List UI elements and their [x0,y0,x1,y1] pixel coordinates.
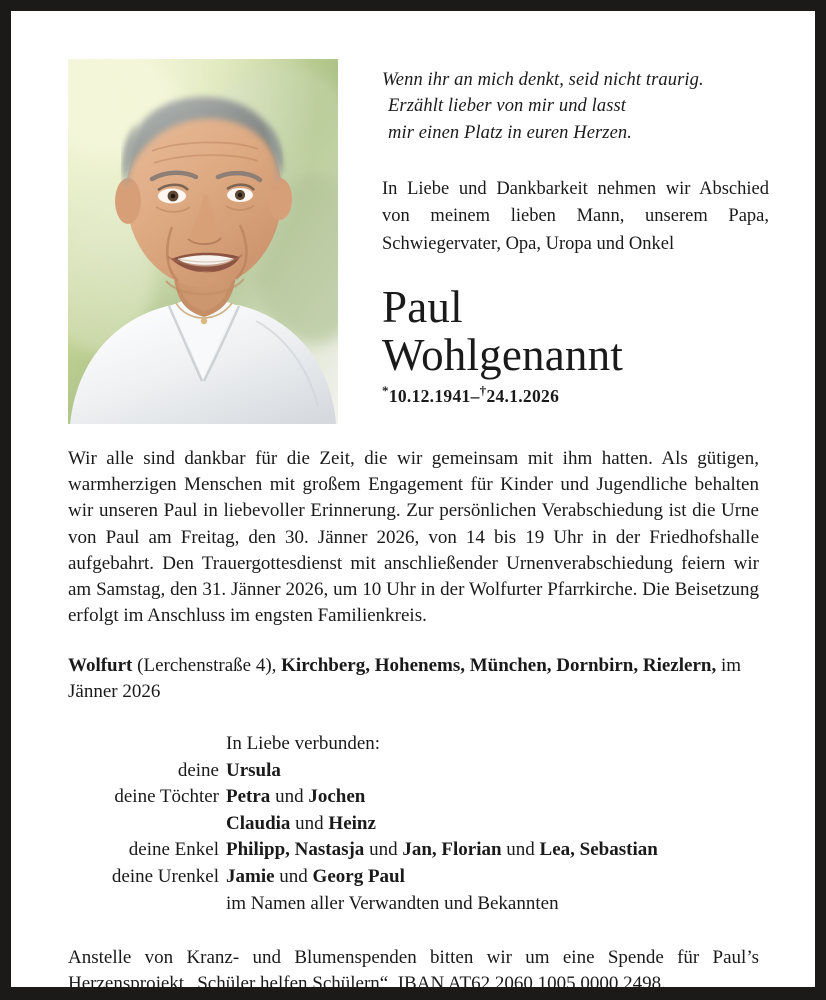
relation-names: Petra und Jochen [226,786,366,808]
deceased-name [382,281,769,380]
family-row [68,837,769,864]
date-separator: – [470,386,480,407]
verse-line-3: mir einen Platz in euren Herzen. [388,122,632,143]
places-date: im Jänner 2026 [68,654,742,702]
donation-note: Anstelle von Kranz- und Blumenspenden bitten wir um eine Spende für Paul’s Herzensprojekt „Schüler helfen Schülern“, IBAN AT62 2060 1005 0000 2498. [68,947,759,995]
relation-label: deine Töchter [114,786,219,808]
family-footer: im Namen aller Verwandten und Bekannten [226,892,559,914]
relation-names: Jamie und Georg Paul [226,865,405,887]
family-section [68,731,769,917]
family-heading: In Liebe verbunden: [226,732,381,754]
family-row [68,758,769,785]
verse-line-2: Erzählt lieber von mir und lasst [388,96,627,117]
family-heading-row [68,731,769,758]
place-primary: Wolfurt [68,654,133,676]
family-row [68,784,769,811]
last-name: Wohlgenannt [382,329,624,380]
obituary-sheet [11,11,815,995]
obituary-body: Wir alle sind dankbar für die Zeit, die wir gemeinsam mit ihm hatten. Als gütigen, warmherzigen Menschen mit großem Engagement für Kinder und Jugendliche behalten wir unseren Paul in liebevoller Erinnerung. Zur persönlichen Verabschiedung ist die Urne von Paul am Freitag, den 30. Jänner 2026, von 14 bis 19 Uhr in der Friedhofshalle aufgebahrt. Den Trauergottesdienst mit anschließender Urnenverabschiedung feiern wir am Samstag, den 31. Jänner 2026, um 10 Uhr in der Wolfurter Pfarrkirche. Die Beisetzung erfolgt im Anschluss im engsten Familienkreis. [68,448,759,627]
life-dates [382,383,769,407]
relation-label: deine Enkel [128,839,219,861]
family-row [68,864,769,891]
relation-names: Philipp, Nastasja und Jan, Florian und Lea, Sebastian [226,839,658,861]
relation-names: Claudia und Heinz [226,812,376,834]
memorial-verse [382,67,769,146]
header-section [68,59,769,424]
death-cross-icon: † [479,383,487,399]
relation-label: deine [177,759,219,781]
portrait-photo [68,59,338,424]
verse-line-1: Wenn ihr an mich denkt, seid nicht traurig. [382,70,704,90]
death-date: 24.1.2026 [486,386,560,407]
place-address: (Lerchenstraße 4), [132,654,282,676]
header-text-column [382,59,769,407]
farewell-intro: In Liebe und Dankbarkeit nehmen wir Abschied von meinem lieben Mann, unserem Papa, Schwiegervater, Opa, Uropa und Onkel [382,178,769,254]
places-line [68,653,769,705]
birth-date: 10.12.1941 [388,386,471,407]
family-row [68,811,769,838]
birth-star-icon: * [382,383,389,399]
relation-names: Ursula [226,759,281,781]
portrait-image [68,59,338,424]
family-footer-row [68,891,769,918]
relation-label: deine Urenkel [111,865,219,887]
places-additional: Kirchberg, Hohenems, München, Dornbirn, Riezlern, [281,654,717,676]
first-name: Paul [382,281,463,332]
